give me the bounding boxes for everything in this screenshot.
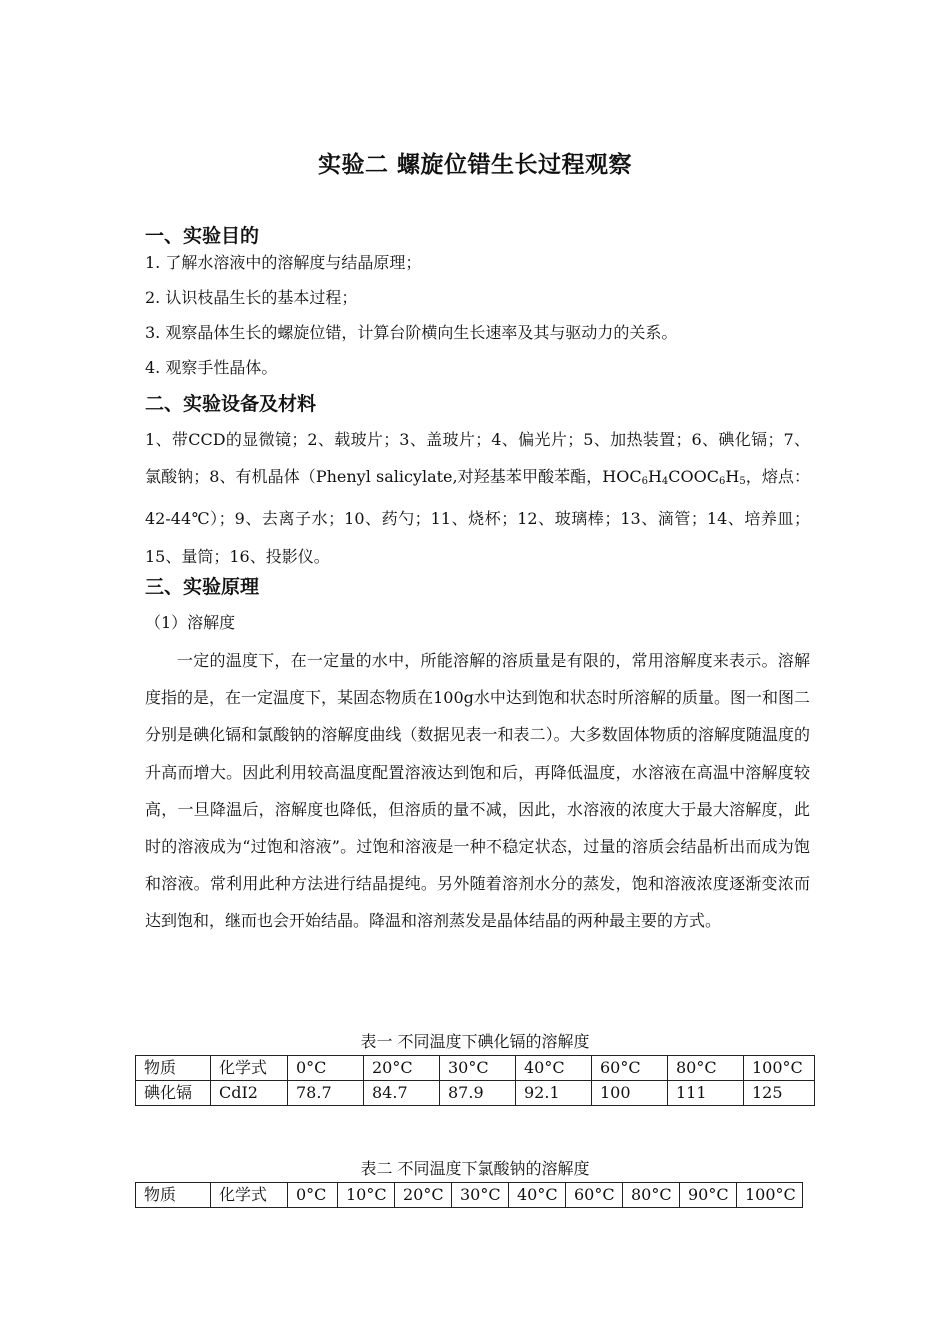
- table-cell: 碘化镉: [136, 1081, 211, 1106]
- table2-caption: 表二 不同温度下氯酸钠的溶解度: [360, 1159, 590, 1178]
- table-cell: 100°C: [737, 1183, 803, 1208]
- table-cell: 84.7: [364, 1081, 440, 1106]
- table-cell: 92.1: [516, 1081, 592, 1106]
- table-cell: 125: [744, 1081, 815, 1106]
- subscript: 5: [739, 476, 746, 488]
- table-cell: 10°C: [338, 1183, 395, 1208]
- section-heading-equipment: 二、实验设备及材料: [145, 393, 317, 415]
- principle-paragraph: [145, 642, 810, 940]
- table-cell: 20°C: [395, 1183, 452, 1208]
- purpose-item-4: 4. 观察手性晶体。: [145, 358, 278, 377]
- table-cell: 87.9: [440, 1081, 516, 1106]
- table-sodium-chlorate: [135, 1182, 803, 1208]
- table-cell: 20°C: [364, 1056, 440, 1081]
- table-cell: 40°C: [516, 1056, 592, 1081]
- subsection-heading-solubility: （1）溶解度: [145, 613, 236, 632]
- table-cell: 100: [592, 1081, 668, 1106]
- equipment-list: [145, 421, 810, 575]
- table-cell: 0°C: [288, 1183, 338, 1208]
- table-cell: 100°C: [744, 1056, 815, 1081]
- subscript: 6: [719, 476, 726, 488]
- equipment-text-d: H: [725, 467, 740, 487]
- equipment-text-c: COOC: [668, 467, 720, 487]
- table-cell: 60°C: [592, 1056, 668, 1081]
- table-cell: 78.7: [288, 1081, 364, 1106]
- table-cell: 化学式: [211, 1056, 288, 1081]
- subscript: 6: [641, 476, 648, 488]
- table-cell: 0°C: [288, 1056, 364, 1081]
- table-row: [136, 1081, 815, 1106]
- document-title: 实验二 螺旋位错生长过程观察: [317, 152, 632, 178]
- purpose-item-1: 1. 了解水溶液中的溶解度与结晶原理；: [145, 253, 422, 272]
- table-header-row: [136, 1183, 803, 1208]
- section-heading-principle: 三、实验原理: [145, 576, 260, 598]
- table-cell: 化学式: [211, 1183, 288, 1208]
- table-cell: 物质: [136, 1056, 211, 1081]
- purpose-item-2: 2. 认识枝晶生长的基本过程；: [145, 288, 358, 307]
- table-cell: CdI2: [211, 1081, 288, 1106]
- table-cell: 60°C: [566, 1183, 623, 1208]
- table-cell: 90°C: [680, 1183, 737, 1208]
- principle-text: 一定的温度下，在一定量的水中，所能溶解的溶质量是有限的，常用溶解度来表示。溶解度指的是，在一定温度下，某固态物质在100g水中达到饱和状态时所溶解的质量。图一和图二分别是碘化镉和氯酸钠的溶解度曲线（数据见表一和表二）。大多数固体物质的溶解度随温度的升高而增大。因此利用较高温度配置溶液达到饱和后，再降低温度，水溶液在高温中溶解度较高，一旦降温后，溶解度也降低，但溶质的量不减，因此，水溶液的浓度大于最大溶解度，此时的溶液成为“过饱和溶液”。过饱和溶液是一种不稳定状态，过量的溶质会结晶析出而成为饱和溶液。常利用此种方法进行结晶提纯。另外随着溶剂水分的蒸发，饱和溶液浓度逐渐变浓而达到饱和，继而也会开始结晶。降温和溶剂蒸发是晶体结晶的两种最主要的方式。: [145, 651, 810, 931]
- subscript: 4: [661, 476, 669, 488]
- table-header-row: [136, 1056, 815, 1081]
- table-cell: 物质: [136, 1183, 211, 1208]
- equipment-text-e: ，熔点：42-44℃）；9、去离子水；10、药勺；11、烧杯；12、玻璃棒；13、滴管；14、培养皿；15、量筒；16、投影仪。: [145, 467, 810, 566]
- section-heading-purpose: 一、实验目的: [145, 225, 260, 247]
- equipment-text-a: 1、带CCD的显微镜；2、载玻片；3、盖玻片；4、偏光片；5、加热装置；6、碘化镉；7、氯酸钠；8、有机晶体（Phenyl salicylate,对羟基苯甲酸苯酯，HOC: [145, 430, 810, 487]
- table-cell: 80°C: [623, 1183, 680, 1208]
- table-cell: 30°C: [452, 1183, 509, 1208]
- table-cell: 111: [668, 1081, 744, 1106]
- equipment-text-b: H: [647, 467, 662, 487]
- purpose-item-3: 3. 观察晶体生长的螺旋位错，计算台阶横向生长速率及其与驱动力的关系。: [145, 323, 678, 342]
- table-cell: 40°C: [509, 1183, 566, 1208]
- table-cadmium-iodide: [135, 1055, 815, 1106]
- table-cell: 80°C: [668, 1056, 744, 1081]
- table-cell: 30°C: [440, 1056, 516, 1081]
- table1-caption: 表一 不同温度下碘化镉的溶解度: [360, 1032, 590, 1051]
